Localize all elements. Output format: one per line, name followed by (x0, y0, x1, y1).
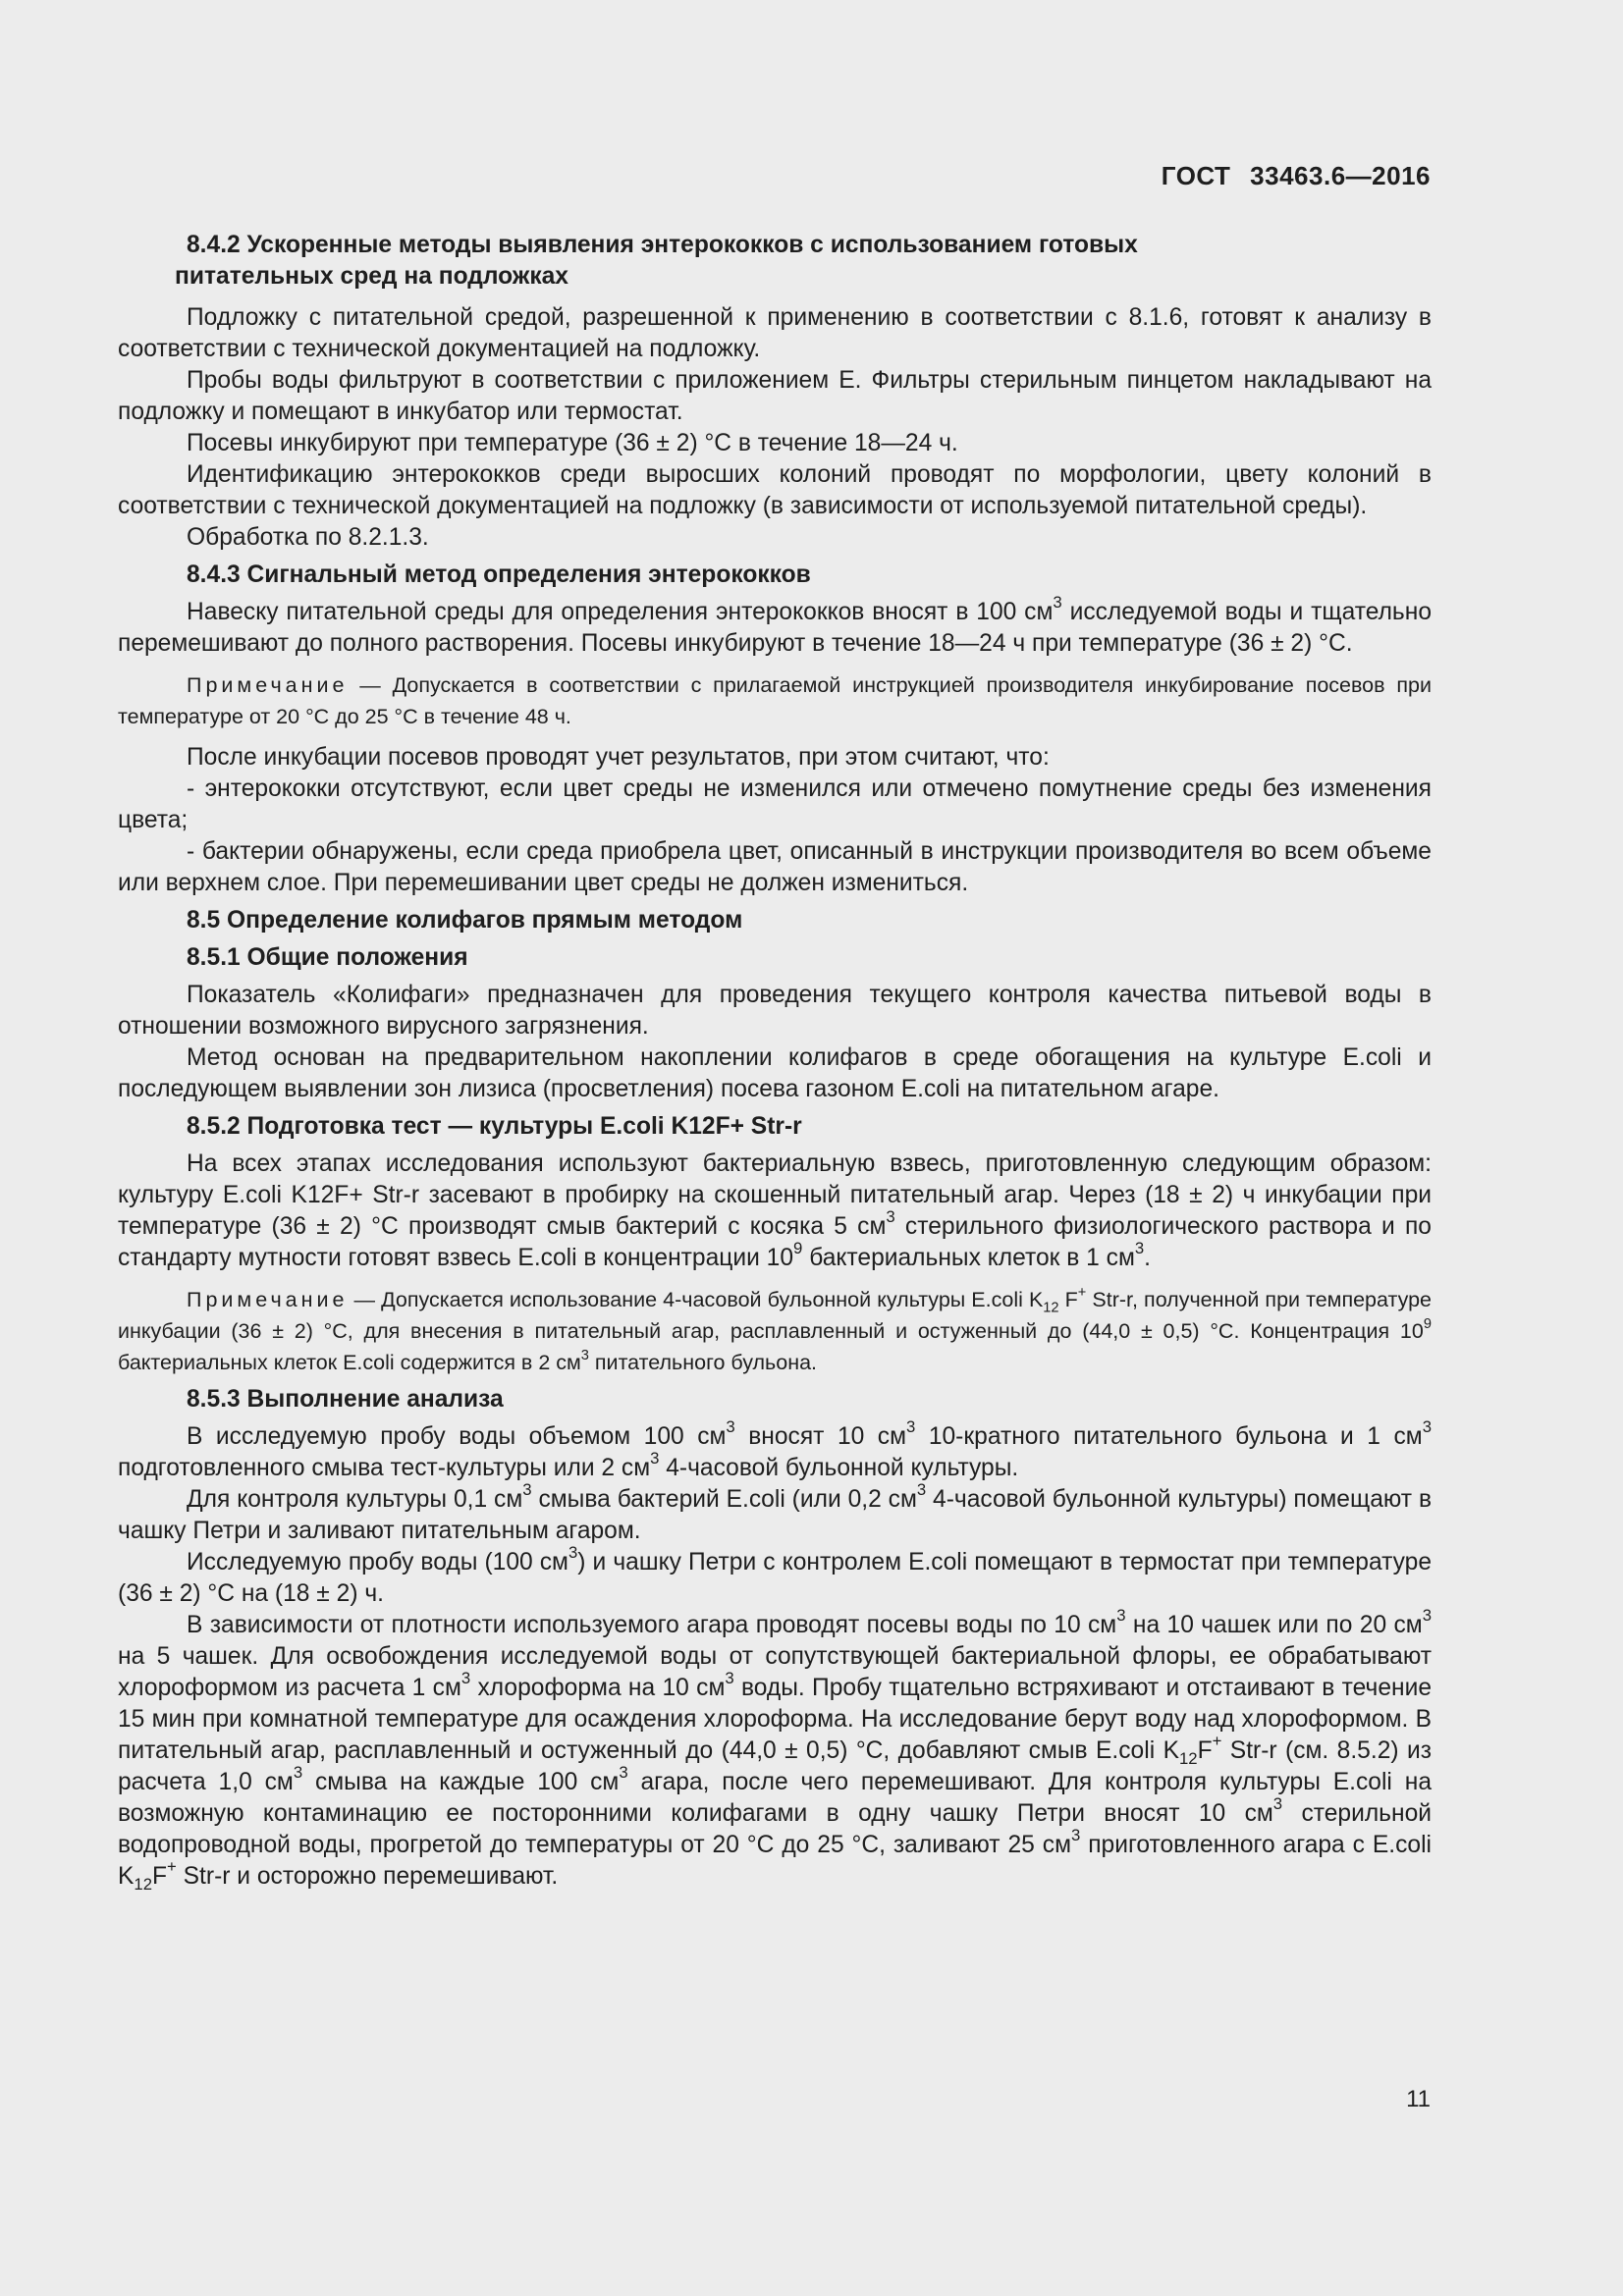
paragraph: На всех этапах исследования используют бактериальную взвесь, приготовленную следующим образом: культуру E.coli K12F+ Str-r засевают в пробирку на скошенный питательный агар. Через (18 ± 2) ч инкубации при температуре (36 ± 2) °С производят смыв бактерий с косяка 5 $см^3$ стерильного физиологического раствора и по стандарту мутности готовят взвесь E.coli в концентрации $10^9$ бактериальных клеток в 1 $см^3$. (118, 1150, 1432, 1271)
section-heading-8-4-3: 8.4.3 Сигнальный метод определения энтерококков (187, 561, 811, 588)
standard-number: 33463.6—2016 (1250, 161, 1431, 190)
section-heading-8-4-2 (118, 230, 1432, 293)
section-heading-8-5-1: 8.5.1 Общие положения (187, 944, 468, 971)
paragraph: Навеску питательной среды для определения энтерококков вносят в 100 $см^3$ исследуемой воды и тщательно перемешивают до полного растворения. Посевы инкубируют в течение 18—24 ч при температуре (36 ± 2) °С. (118, 593, 1433, 657)
list-item: - бактерии обнаружены, если среда приобрела цвет, описанный в инструкции производителя во всем объеме или верхнем слое. При перемешивании цвет среды не должен измениться. (118, 838, 1432, 896)
section-heading-8-5-2: 8.5.2 Подготовка тест — культуры E.coli K12F+ Str-r (187, 1113, 802, 1140)
page-number: 11 (1406, 2086, 1431, 2112)
standard-designation (1162, 161, 1431, 191)
paragraph: После инкубации посевов проводят учет результатов, при этом считают, что: (187, 744, 1050, 771)
paragraph: В зависимости от плотности используемого агара проводят посевы воды по 10 $см^3$ на 10 чашек или по 20 $см^3$ на 5 чашек. Для освобождения исследуемой воды от сопутствующей бактериальной флоры, ее обрабатывают хлороформом из расчета 1 $см^3$ хлороформа на 10 $см^3$ воды. Пробу тщательно встряхивают и отстаивают в течение 15 мин при комнатной температуре для осаждения хлороформа. На исследование берут воду над хлороформом. В питательный агар, расплавленный и остуженный до (44,0 ± 0,5) °С, добавляют смыв E.coli $K_{12}F^+$ Str-r (см. 8.5.2) из расчета 1,0 $см^3$ смыва на каждые 100 $см^3$ агара, после чего перемешивают. Для контроля культуры E.coli на возможную контаминацию ее посторонними колифагами в одну чашку Петри вносят 10 $см^3$ стерильной водопроводной воды, прогретой до температуры от 20 °С до 25 °С, заливают 25 $см^3$ приготовленного агара с E.coli $K_{12}F^+$ Str-r и осторожно перемешивают. (118, 1606, 1433, 1894)
paragraph: Пробы воды фильтруют в соответствии с приложением Е. Фильтры стерильным пинцетом накладывают на подложку и помещают в инкубатор или термостат. (118, 367, 1432, 425)
list-item: - энтерококки отсутствуют, если цвет среды не изменился или отмечено помутнение среды без изменения цвета; (118, 775, 1432, 833)
note: Примечание — Допускается в соответствии с прилагаемой инструкцией производителя инкубирование посевов при температуре от 20 °С до 25 °С в течение 48 ч. (118, 673, 1432, 728)
document-body (118, 230, 1432, 1893)
standard-label: ГОСТ (1161, 161, 1231, 190)
paragraph: Исследуемую пробу воды (100 $см^3$) и чашку Петри с контролем E.coli помещают в термостат при температуре (36 ± 2) °С на (18 ± 2) ч. (118, 1543, 1432, 1607)
paragraph: Показатель «Колифаги» предназначен для проведения текущего контроля качества питьевой воды в отношении возможного вирусного загрязнения. (118, 982, 1432, 1040)
paragraph: Подложку с питательной средой, разрешенной к применению в соответствии с 8.1.6, готовят к анализу в соответствии с технической документацией на подложку. (118, 304, 1432, 362)
paragraph: В исследуемую пробу воды объемом 100 $см^3$ вносят 10 $см^3$ 10-кратного питательного бульона и 1 $см^3$ подготовленного смыва тест-культуры или 2 $см^3$ 4-часовой бульонной культуры. (118, 1417, 1432, 1481)
note-label: Примечание (187, 673, 349, 697)
paragraph: Метод основан на предварительном накоплении колифагов в среде обогащения на культуре E.coli и последующем выявлении зон лизиса (просветления) посева газоном E.coli на питательном агаре. (118, 1044, 1432, 1102)
paragraph: Для контроля культуры 0,1 $см^3$ смыва бактерий E.coli (или 0,2 $см^3$ 4-часовой бульонной культуры) помещают в чашку Петри и заливают питательным агаром. (118, 1480, 1433, 1544)
heading-line: 8.4.2 Ускоренные методы выявления энтерококков с использованием готовых (187, 232, 1138, 258)
note-label: Примечание (187, 1288, 349, 1311)
paragraph: Идентификацию энтерококков среди выросших колоний проводят по морфологии, цвету колоний в соответствии с технической документацией на подложку (в зависимости от используемой питательной среды). (118, 461, 1432, 519)
section-heading-8-5-3: 8.5.3 Выполнение анализа (187, 1386, 504, 1413)
section-heading-8-5: 8.5 Определение колифагов прямым методом (187, 907, 743, 934)
heading-line: питательных сред на подложках (175, 263, 568, 290)
note: Примечание — Допускается использование 4-часовой бульонной культуры E.coli $K_{12}$ F+ Str-r, полученной при температуре инкубации (36 ± 2) °С, для внесения в питательный агар, расплавленный и остуженный до (44,0 ± 0,5) °С. Концентрация $10^9$ бактериальных клеток E.coli содержится в 2 $см^3$ питательного бульона. (118, 1284, 1433, 1374)
paragraph: Посевы инкубируют при температуре (36 ± 2) °С в течение 18—24 ч. (187, 430, 958, 456)
paragraph: Обработка по 8.2.1.3. (187, 524, 429, 551)
